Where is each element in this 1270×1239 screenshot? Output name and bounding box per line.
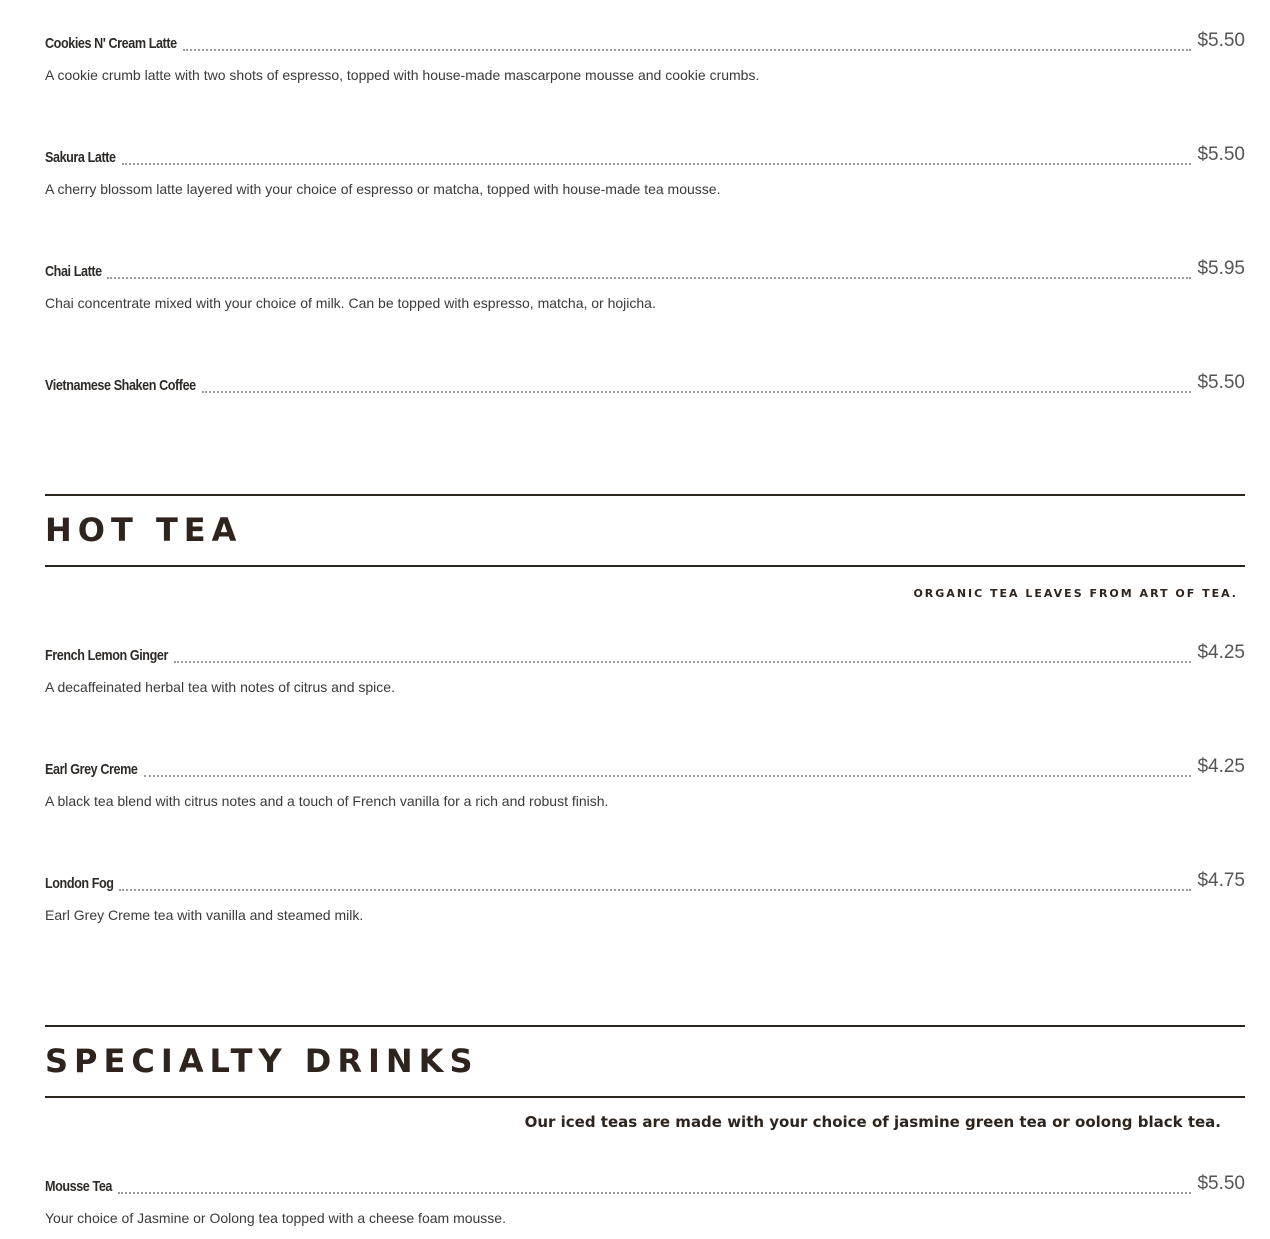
- menu-item-name: Earl Grey Creme: [45, 761, 138, 778]
- menu-item-mousse-tea: [45, 1173, 1245, 1197]
- menu-item-sakura-latte: [45, 144, 1245, 168]
- menu-item-name: Cookies N' Cream Latte: [45, 35, 177, 52]
- dot-leader: [202, 391, 1191, 393]
- section-divider-bottom: [45, 1096, 1245, 1098]
- menu-item-price: $5.50: [1197, 30, 1245, 51]
- menu-item-name: French Lemon Ginger: [45, 647, 168, 664]
- menu-item-description: Your choice of Jasmine or Oolong tea topped with a cheese foam mousse.: [45, 1210, 506, 1226]
- dot-leader: [118, 1192, 1192, 1194]
- dot-leader: [183, 49, 1192, 51]
- menu-item-price: $5.50: [1197, 372, 1245, 393]
- section-divider-top: [45, 1025, 1245, 1027]
- menu-item-cookies-n-cream-latte: [45, 30, 1245, 54]
- dot-leader: [174, 661, 1191, 663]
- menu-item-name: Mousse Tea: [45, 1178, 112, 1195]
- dot-leader: [119, 889, 1191, 891]
- menu-item-description: Earl Grey Creme tea with vanilla and steamed milk.: [45, 907, 364, 923]
- menu-item-description: A cherry blossom latte layered with your choice of espresso or matcha, topped with house-made tea mousse.: [45, 181, 721, 197]
- section-divider-top: [45, 494, 1245, 496]
- dot-leader: [107, 277, 1191, 279]
- dot-leader: [144, 775, 1192, 777]
- menu-item-description: A black tea blend with citrus notes and a touch of French vanilla for a rich and robust finish.: [45, 793, 609, 809]
- menu-item-price: $4.25: [1197, 756, 1245, 777]
- menu-item-chai-latte: [45, 258, 1245, 282]
- section-title-specialty-drinks: SPECIALTY DRINKS: [45, 1042, 479, 1080]
- menu-item-description: Chai concentrate mixed with your choice of milk. Can be topped with espresso, matcha, or hojicha.: [45, 295, 656, 311]
- menu-item-name: Chai Latte: [45, 263, 102, 280]
- menu-item-name: Sakura Latte: [45, 149, 116, 166]
- section-note: Our iced teas are made with your choice of jasmine green tea or oolong black tea.: [524, 1113, 1221, 1131]
- section-divider-bottom: [45, 565, 1245, 567]
- dot-leader: [122, 163, 1192, 165]
- menu-item-price: $5.50: [1197, 1173, 1245, 1194]
- menu-item-price: $5.95: [1197, 258, 1245, 279]
- menu-item-price: $4.25: [1197, 642, 1245, 663]
- menu-item-london-fog: [45, 870, 1245, 894]
- menu-item-description: A cookie crumb latte with two shots of espresso, topped with house-made mascarpone mousse and cookie crumbs.: [45, 67, 760, 83]
- menu-item-name: Vietnamese Shaken Coffee: [45, 377, 196, 394]
- section-title-hot-tea: HOT TEA: [45, 511, 243, 549]
- menu-item-description: A decaffeinated herbal tea with notes of citrus and spice.: [45, 679, 395, 695]
- menu-item-earl-grey-creme: [45, 756, 1245, 780]
- menu-item-price: $5.50: [1197, 144, 1245, 165]
- menu-item-vietnamese-shaken-coffee: [45, 372, 1245, 396]
- menu-item-price: $4.75: [1197, 870, 1245, 891]
- menu-item-name: London Fog: [45, 875, 114, 892]
- menu-item-french-lemon-ginger: [45, 642, 1245, 666]
- section-note: ORGANIC TEA LEAVES FROM ART OF TEA.: [913, 587, 1238, 600]
